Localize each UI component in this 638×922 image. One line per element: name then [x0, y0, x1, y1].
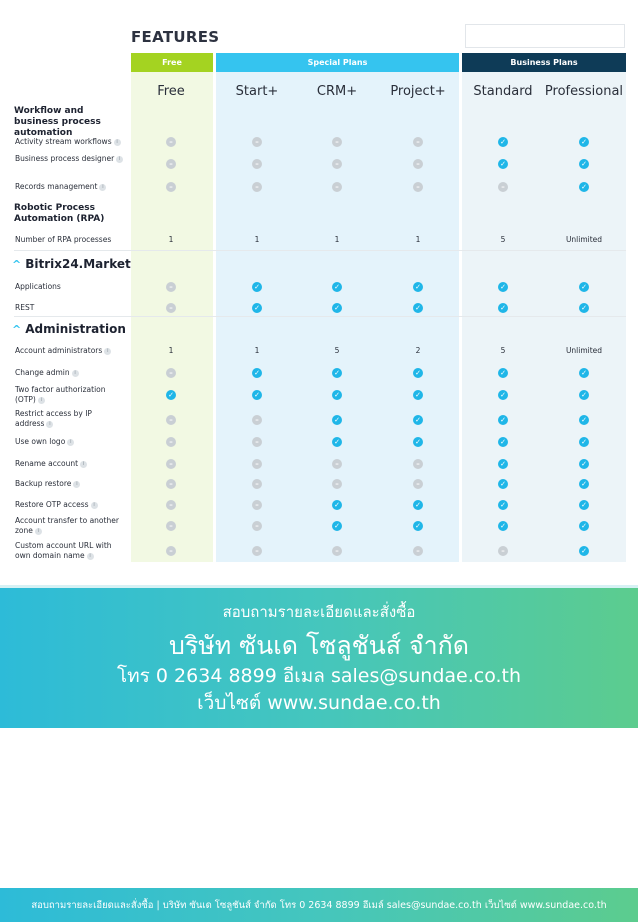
table-cell-value: 1	[334, 235, 340, 244]
check-icon: ✓	[413, 303, 423, 313]
dash-icon: –	[413, 159, 423, 169]
table-cell	[388, 478, 448, 489]
check-icon: ✓	[579, 479, 589, 489]
check-icon: ✓	[332, 368, 342, 378]
info-icon[interactable]: i	[104, 348, 111, 355]
table-cell	[554, 389, 614, 400]
row-label-text: Use own logo	[15, 437, 66, 446]
check-icon: ✓	[413, 282, 423, 292]
table-cell	[307, 499, 367, 510]
info-icon[interactable]: i	[73, 481, 80, 488]
row-label-text: Activity stream workflows	[15, 137, 112, 146]
table-cell	[227, 136, 287, 147]
dash-icon: –	[166, 182, 176, 192]
contact-banner	[0, 585, 638, 728]
table-cell	[554, 545, 614, 556]
table-cell	[473, 367, 533, 378]
check-icon: ✓	[579, 437, 589, 447]
check-icon: ✓	[413, 415, 423, 425]
table-cell	[227, 158, 287, 169]
check-icon: ✓	[579, 137, 589, 147]
dash-icon: –	[252, 521, 262, 531]
dash-icon: –	[166, 282, 176, 292]
row-divider	[14, 316, 626, 317]
row-label	[15, 303, 125, 313]
row-label	[15, 385, 115, 405]
table-cell	[473, 158, 533, 169]
info-icon[interactable]: i	[116, 156, 123, 163]
dash-icon: –	[252, 459, 262, 469]
table-cell	[388, 436, 448, 447]
table-cell-value: 5	[500, 346, 506, 355]
row-label-text: Account transfer to another zone	[15, 516, 119, 535]
plan-header: Start+	[235, 84, 279, 99]
row-label	[15, 137, 125, 147]
table-cell	[388, 281, 448, 292]
table-cell	[554, 458, 614, 469]
group-header-special: Special Plans	[216, 53, 459, 72]
check-icon: ✓	[579, 182, 589, 192]
check-icon: ✓	[579, 521, 589, 531]
table-cell-value: 1	[254, 346, 260, 355]
dash-icon: –	[413, 182, 423, 192]
table-cell-value: 1	[168, 346, 174, 355]
check-icon: ✓	[166, 390, 176, 400]
row-label	[15, 235, 125, 245]
table-cell	[141, 458, 201, 469]
table-cell	[554, 436, 614, 447]
dash-icon: –	[252, 546, 262, 556]
table-cell	[388, 545, 448, 556]
table-cell	[307, 520, 367, 531]
table-cell	[554, 302, 614, 313]
dash-icon: –	[166, 479, 176, 489]
table-cell	[388, 389, 448, 400]
check-icon: ✓	[413, 368, 423, 378]
table-cell-value: 1	[168, 235, 174, 244]
row-label	[15, 541, 127, 561]
table-cell	[307, 478, 367, 489]
table-cell	[307, 414, 367, 425]
dash-icon: –	[166, 546, 176, 556]
dash-icon: –	[332, 137, 342, 147]
table-cell	[473, 389, 533, 400]
table-cell	[473, 520, 533, 531]
check-icon: ✓	[498, 137, 508, 147]
table-cell	[473, 499, 533, 510]
row-label	[15, 409, 105, 429]
group-header-business: Business Plans	[462, 53, 626, 72]
check-icon: ✓	[252, 390, 262, 400]
table-cell	[141, 158, 201, 169]
check-icon: ✓	[579, 459, 589, 469]
row-label-text: Records management	[15, 182, 98, 191]
table-cell	[141, 367, 201, 378]
plan-header: Free	[157, 84, 185, 99]
table-cell	[388, 520, 448, 531]
check-icon: ✓	[332, 437, 342, 447]
check-icon: ✓	[579, 368, 589, 378]
section-market-label: Bitrix24.Market	[25, 257, 131, 271]
check-icon: ✓	[252, 303, 262, 313]
check-icon: ✓	[332, 303, 342, 313]
row-label-text: Business process designer	[15, 154, 115, 163]
row-label-text: Change admin	[15, 368, 70, 377]
table-cell	[227, 389, 287, 400]
info-icon[interactable]: i	[114, 139, 121, 146]
table-cell	[227, 281, 287, 292]
plan-header: Standard	[473, 84, 533, 99]
info-icon[interactable]: i	[80, 461, 87, 468]
table-cell	[227, 302, 287, 313]
table-cell	[227, 478, 287, 489]
check-icon: ✓	[498, 415, 508, 425]
dash-icon: –	[332, 159, 342, 169]
dash-icon: –	[332, 182, 342, 192]
check-icon: ✓	[413, 500, 423, 510]
dash-icon: –	[166, 303, 176, 313]
check-icon: ✓	[579, 546, 589, 556]
table-cell	[473, 545, 533, 556]
table-cell	[388, 136, 448, 147]
table-cell-value: 5	[334, 346, 340, 355]
dash-icon: –	[166, 437, 176, 447]
table-cell	[227, 499, 287, 510]
dash-icon: –	[332, 479, 342, 489]
table-cell	[227, 414, 287, 425]
table-cell	[473, 458, 533, 469]
row-label-text: Custom account URL with own domain name	[15, 541, 112, 560]
dash-icon: –	[252, 437, 262, 447]
check-icon: ✓	[579, 500, 589, 510]
row-label	[15, 282, 125, 292]
dash-icon: –	[166, 137, 176, 147]
table-cell	[388, 499, 448, 510]
table-cell	[473, 436, 533, 447]
table-cell	[554, 158, 614, 169]
check-icon: ✓	[498, 303, 508, 313]
table-cell	[227, 545, 287, 556]
check-icon: ✓	[498, 479, 508, 489]
table-cell	[307, 545, 367, 556]
check-icon: ✓	[498, 282, 508, 292]
dash-icon: –	[252, 479, 262, 489]
table-cell	[554, 367, 614, 378]
row-label-text: Restrict access by IP address	[15, 409, 92, 428]
table-cell-value: Unlimited	[565, 346, 603, 355]
table-cell	[307, 302, 367, 313]
table-cell	[554, 499, 614, 510]
chevron-up-icon[interactable]: ^	[12, 322, 22, 336]
table-cell	[473, 414, 533, 425]
website: เว็บไซต์ www.sundae.co.th	[197, 692, 441, 714]
info-icon[interactable]: i	[87, 553, 94, 560]
table-cell	[141, 281, 201, 292]
table-cell	[554, 181, 614, 192]
table-cell	[141, 520, 201, 531]
check-icon: ✓	[413, 437, 423, 447]
dash-icon: –	[166, 368, 176, 378]
table-cell-value: Unlimited	[565, 235, 603, 244]
dash-icon: –	[166, 521, 176, 531]
dash-icon: –	[252, 137, 262, 147]
dash-icon: –	[498, 546, 508, 556]
check-icon: ✓	[252, 282, 262, 292]
table-cell	[388, 458, 448, 469]
table-cell	[307, 181, 367, 192]
page-title: FEATURES	[131, 28, 220, 46]
dash-icon: –	[413, 479, 423, 489]
contact-inquiry: สอบถามรายละเอียดและสั่งซื้อ	[222, 603, 416, 621]
table-cell	[473, 136, 533, 147]
blank-box	[465, 24, 625, 48]
row-label-text: Restore OTP access	[15, 500, 89, 509]
table-cell	[388, 302, 448, 313]
row-label	[15, 437, 125, 447]
dash-icon: –	[413, 137, 423, 147]
phone-email: โทร 0 2634 8899 อีเมล sales@sundae.co.th	[116, 665, 522, 687]
row-label-text: Account administrators	[15, 346, 103, 355]
check-icon: ✓	[579, 282, 589, 292]
table-cell	[388, 414, 448, 425]
dash-icon: –	[166, 159, 176, 169]
table-cell	[141, 389, 201, 400]
check-icon: ✓	[413, 390, 423, 400]
check-icon: ✓	[332, 415, 342, 425]
table-cell	[227, 520, 287, 531]
info-icon[interactable]: i	[91, 502, 98, 509]
row-label-text: REST	[15, 303, 35, 312]
row-label	[15, 154, 125, 164]
table-cell	[227, 458, 287, 469]
table-cell	[388, 158, 448, 169]
table-cell	[307, 436, 367, 447]
table-cell	[141, 302, 201, 313]
check-icon: ✓	[579, 390, 589, 400]
dash-icon: –	[413, 459, 423, 469]
plan-header: Professional	[544, 84, 624, 99]
section-market[interactable]	[12, 257, 131, 271]
check-icon: ✓	[498, 390, 508, 400]
table-cell	[141, 136, 201, 147]
dash-icon: –	[332, 546, 342, 556]
table-cell-value: 2	[415, 346, 421, 355]
table-cell	[473, 281, 533, 292]
table-cell	[388, 367, 448, 378]
check-icon: ✓	[579, 303, 589, 313]
dash-icon: –	[252, 500, 262, 510]
row-label	[15, 346, 125, 356]
check-icon: ✓	[498, 459, 508, 469]
chevron-up-icon[interactable]: ^	[12, 257, 22, 271]
row-divider	[14, 250, 626, 251]
table-cell-value: 1	[415, 235, 421, 244]
group-header-free: Free	[131, 53, 213, 72]
check-icon: ✓	[332, 390, 342, 400]
table-cell	[141, 499, 201, 510]
check-icon: ✓	[332, 282, 342, 292]
dash-icon: –	[413, 546, 423, 556]
check-icon: ✓	[498, 368, 508, 378]
plan-header: Project+	[390, 84, 446, 99]
check-icon: ✓	[498, 500, 508, 510]
section-admin-label: Administration	[25, 322, 126, 336]
table-cell	[473, 478, 533, 489]
row-label-text: Applications	[15, 282, 61, 291]
table-cell	[554, 414, 614, 425]
dash-icon: –	[498, 182, 508, 192]
row-label	[15, 500, 125, 510]
check-icon: ✓	[498, 437, 508, 447]
check-icon: ✓	[498, 159, 508, 169]
company-name: บริษัท ซันเด โซลูชันส์ จำกัด	[168, 631, 470, 660]
row-label-text: Backup restore	[15, 479, 72, 488]
row-label	[15, 182, 125, 192]
table-cell	[554, 478, 614, 489]
table-cell	[227, 367, 287, 378]
row-label	[15, 516, 127, 536]
section-admin[interactable]	[12, 322, 126, 336]
info-icon[interactable]: i	[38, 397, 45, 404]
table-cell	[307, 389, 367, 400]
table-cell	[473, 302, 533, 313]
check-icon: ✓	[413, 521, 423, 531]
check-icon: ✓	[498, 521, 508, 531]
dash-icon: –	[332, 459, 342, 469]
table-cell	[141, 414, 201, 425]
table-cell	[227, 436, 287, 447]
row-label-text: Number of RPA processes	[15, 235, 112, 244]
table-cell	[227, 181, 287, 192]
dash-icon: –	[252, 182, 262, 192]
table-cell-value: 5	[500, 235, 506, 244]
dash-icon: –	[166, 459, 176, 469]
table-cell	[473, 181, 533, 192]
table-cell	[554, 520, 614, 531]
dash-icon: –	[166, 500, 176, 510]
row-label-text: Two factor authorization (OTP)	[15, 385, 106, 404]
table-cell	[307, 136, 367, 147]
row-label	[15, 479, 125, 489]
check-icon: ✓	[579, 159, 589, 169]
dash-icon: –	[252, 159, 262, 169]
info-icon[interactable]: i	[99, 184, 106, 191]
table-cell	[307, 158, 367, 169]
info-icon[interactable]: i	[35, 528, 42, 535]
row-label	[15, 368, 125, 378]
check-icon: ✓	[332, 500, 342, 510]
table-cell	[554, 136, 614, 147]
table-cell	[141, 436, 201, 447]
footer-bar: สอบถามรายละเอียดและสั่งซื้อ | บริษัท ซันเด โซลูชันส์ จำกัด โทร 0 2634 8899 อีเมล์ sales@sundae.co.th เว็บไซต์ www.sundae.co.th	[0, 888, 638, 922]
info-icon[interactable]: i	[67, 439, 74, 446]
table-cell	[307, 281, 367, 292]
info-icon[interactable]: i	[46, 421, 53, 428]
table-cell	[307, 458, 367, 469]
table-cell	[307, 367, 367, 378]
dash-icon: –	[252, 415, 262, 425]
table-cell-value: 1	[254, 235, 260, 244]
info-icon[interactable]: i	[72, 370, 79, 377]
row-label-text: Rename account	[15, 459, 79, 468]
table-cell	[141, 478, 201, 489]
table-cell	[141, 181, 201, 192]
section-workflow: Workflow and business process automation	[14, 106, 101, 138]
check-icon: ✓	[332, 521, 342, 531]
check-icon: ✓	[252, 368, 262, 378]
section-rpa: Robotic Process Automation (RPA)	[14, 203, 105, 224]
table-cell	[388, 181, 448, 192]
row-label	[15, 459, 125, 469]
table-cell	[141, 545, 201, 556]
plan-header: CRM+	[316, 84, 358, 99]
check-icon: ✓	[579, 415, 589, 425]
dash-icon: –	[166, 415, 176, 425]
table-cell	[554, 281, 614, 292]
